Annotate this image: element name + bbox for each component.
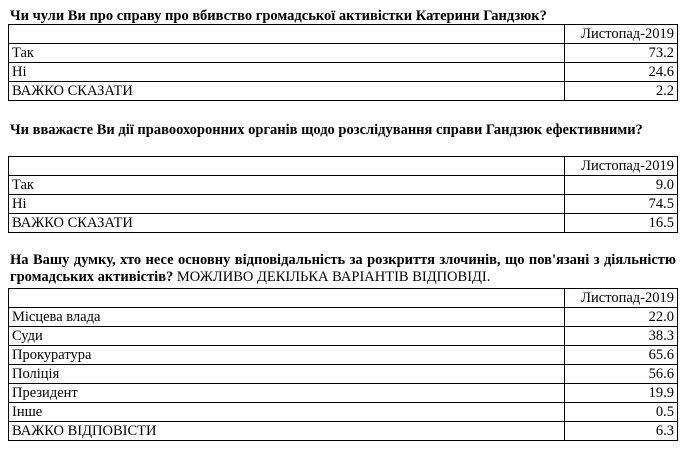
table-row: [9, 403, 678, 422]
row-value: 6.3: [565, 422, 678, 441]
row-label: ВАЖКО СКАЗАТИ: [9, 214, 565, 233]
column-header: Листопад-2019: [565, 157, 678, 176]
row-label: Президент: [9, 384, 565, 403]
row-label: Ні: [9, 63, 565, 82]
row-value: 73.2: [565, 44, 678, 63]
row-label: Ні: [9, 195, 565, 214]
question-2-text: Чи вважаєте Ви дії правоохоронних органів щодо розслідування справи Гандзюк ефективними?: [10, 122, 643, 138]
header-empty-cell: [9, 25, 565, 44]
question-2-title: [10, 122, 676, 139]
table-row: [9, 365, 678, 384]
row-label: Так: [9, 176, 565, 195]
question-1-text: Чи чули Ви про справу про вбивство громадської активістки Катерини Гандзюк?: [10, 8, 547, 24]
table-row: [9, 384, 678, 403]
row-value: 16.5: [565, 214, 678, 233]
row-value: 65.6: [565, 346, 678, 365]
row-value: 56.6: [565, 365, 678, 384]
row-label: Інше: [9, 403, 565, 422]
table-row: [9, 195, 678, 214]
row-value: 38.3: [565, 327, 678, 346]
table-row: [9, 327, 678, 346]
row-label: Так: [9, 44, 565, 63]
row-label: Поліція: [9, 365, 565, 384]
table-row: [9, 44, 678, 63]
row-value: 24.6: [565, 63, 678, 82]
table-header-row: [9, 157, 678, 176]
row-value: 2.2: [565, 82, 678, 101]
question-3-text: На Вашу думку, хто несе основну відповідальність за розкриття злочинів, що пов'язані з діяльністю громадських активістів?: [10, 252, 676, 285]
table-row: [9, 346, 678, 365]
column-header: Листопад-2019: [565, 25, 678, 44]
row-label: Місцева влада: [9, 308, 565, 327]
table-row: [9, 82, 678, 101]
table-row: [9, 63, 678, 82]
row-label: Суди: [9, 327, 565, 346]
table-header-row: [9, 289, 678, 308]
table-row: [9, 308, 678, 327]
question-3-title: [10, 252, 676, 286]
header-empty-cell: [9, 289, 565, 308]
row-label: Прокуратура: [9, 346, 565, 365]
question-1-title: [10, 8, 676, 25]
row-value: 74.5: [565, 195, 678, 214]
row-label: ВАЖКО ВІДПОВІСТИ: [9, 422, 565, 441]
row-label: ВАЖКО СКАЗАТИ: [9, 82, 565, 101]
header-empty-cell: [9, 157, 565, 176]
column-header: Листопад-2019: [565, 289, 678, 308]
table-row: [9, 422, 678, 441]
question-3-note: МОЖЛИВО ДЕКІЛЬКА ВАРІАНТІВ ВІДПОВІДІ.: [173, 269, 491, 285]
row-value: 0.5: [565, 403, 678, 422]
table-header-row: [9, 25, 678, 44]
results-table-2: [8, 156, 678, 233]
row-value: 22.0: [565, 308, 678, 327]
results-table-3: [8, 288, 678, 441]
table-row: [9, 214, 678, 233]
row-value: 19.9: [565, 384, 678, 403]
row-value: 9.0: [565, 176, 678, 195]
table-row: [9, 176, 678, 195]
results-table-1: [8, 24, 678, 101]
